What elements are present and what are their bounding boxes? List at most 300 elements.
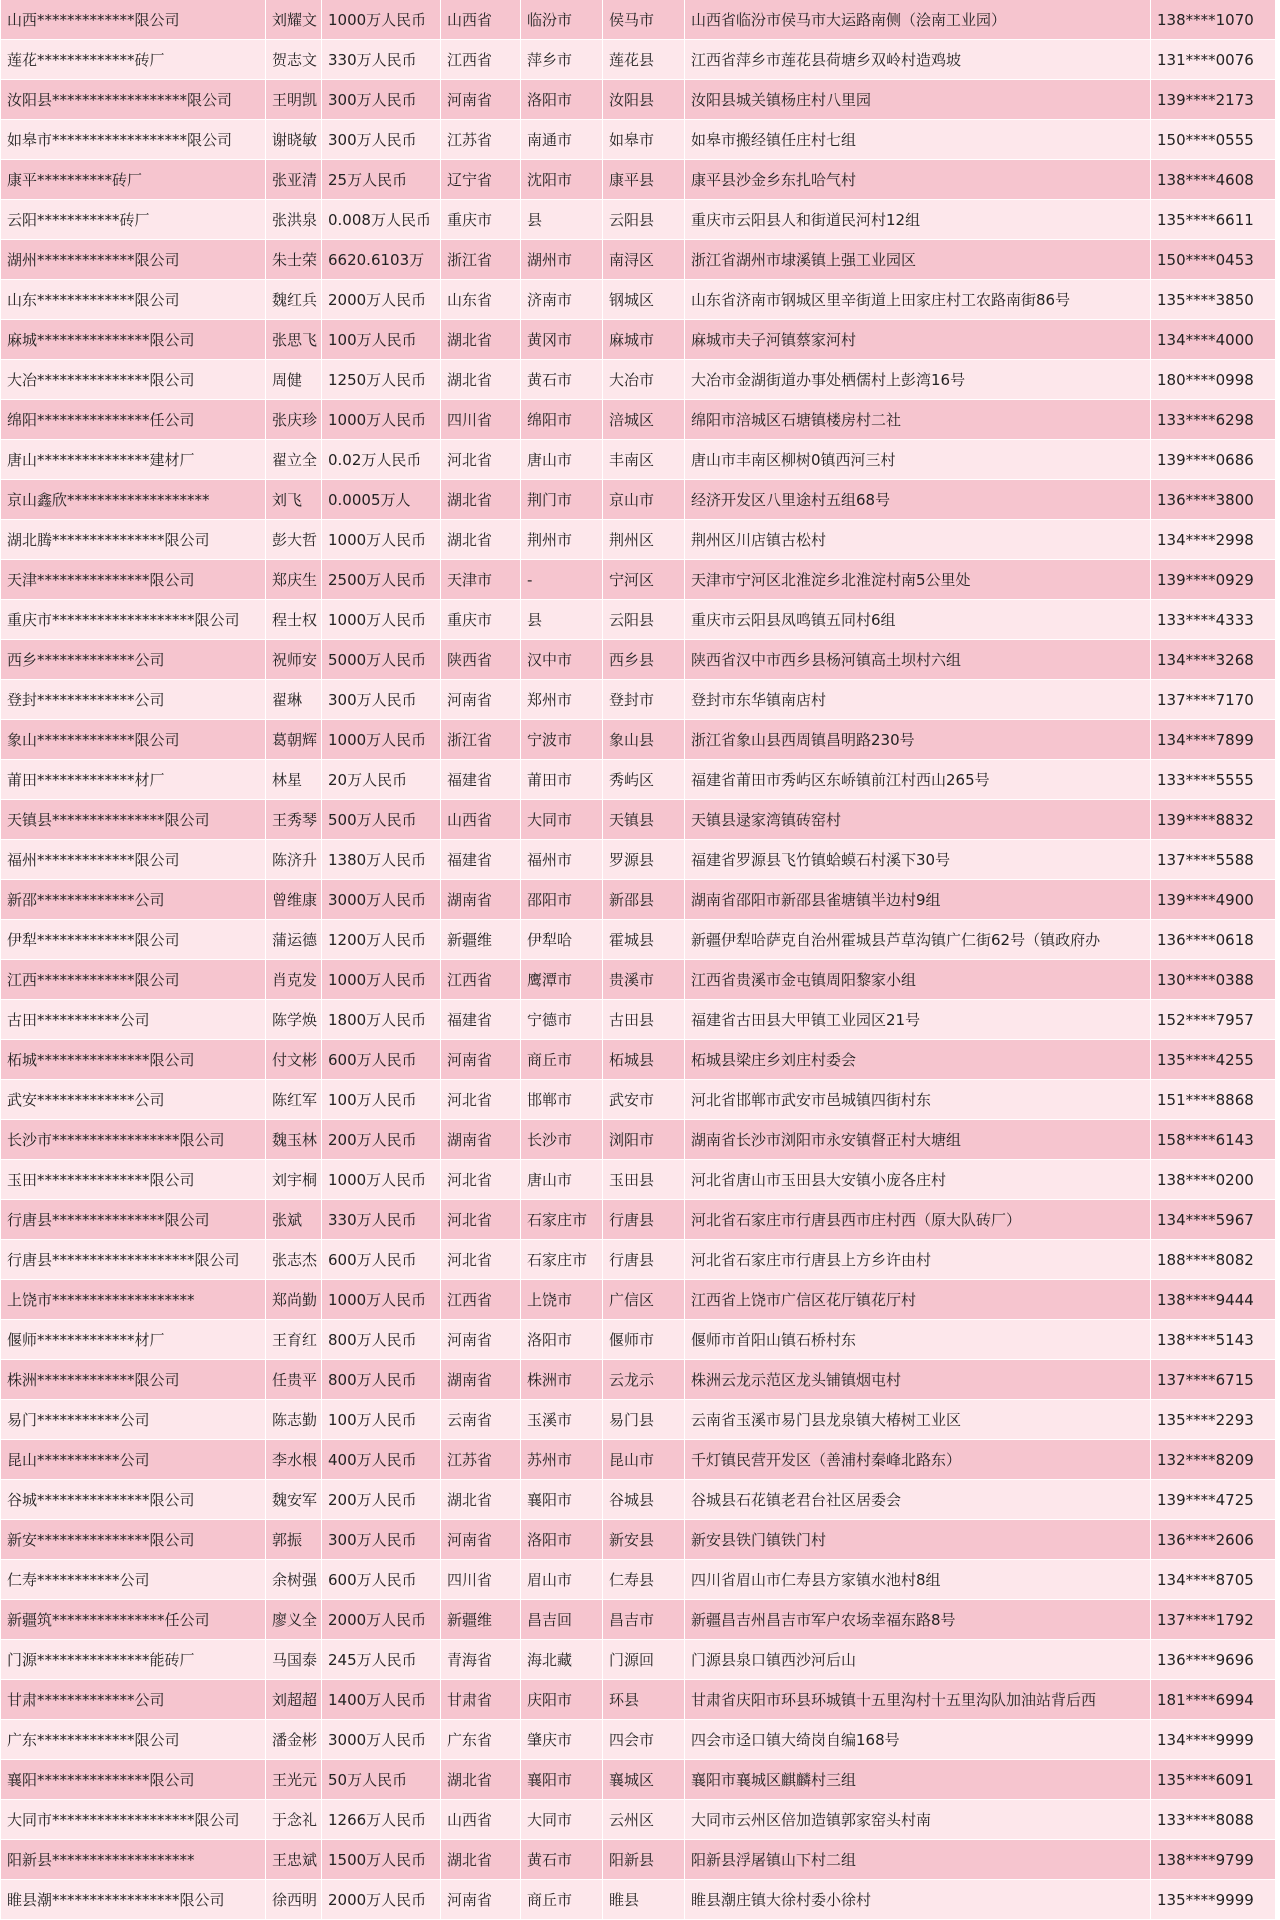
district-cell: 昌吉市 [603,1600,685,1640]
city-cell: 莆田市 [521,760,603,800]
district-cell: 谷城县 [603,1480,685,1520]
company-name-cell: 新邵*************公司 [1,880,266,920]
table-row [1,1680,1276,1720]
city-cell: 海北藏 [521,1640,603,1680]
address-cell: 门源县泉口镇西沙河后山 [685,1640,1151,1680]
address-cell: 唐山市丰南区柳树0镇西河三村 [685,440,1151,480]
table-row [1,640,1276,680]
company-name-cell: 福州*************限公司 [1,840,266,880]
district-cell: 昆山市 [603,1440,685,1480]
province-cell: 河北省 [441,1240,521,1280]
phone-cell: 158****6143 [1151,1120,1276,1160]
address-cell: 河北省石家庄市行唐县西市庄村西（原大队砖厂） [685,1200,1151,1240]
province-cell: 浙江省 [441,240,521,280]
city-cell: 县 [521,600,603,640]
registered-capital-cell: 6620.6103万 [322,240,441,280]
registered-capital-cell: 500万人民币 [322,800,441,840]
district-cell: 行唐县 [603,1240,685,1280]
legal-rep-cell: 程士权 [266,600,322,640]
registered-capital-cell: 1000万人民币 [322,520,441,560]
registered-capital-cell: 0.008万人民币 [322,200,441,240]
registered-capital-cell: 330万人民币 [322,40,441,80]
table-row [1,360,1276,400]
table-row [1,1120,1276,1160]
phone-cell: 139****4900 [1151,880,1276,920]
company-name-cell: 行唐县***************限公司 [1,1200,266,1240]
legal-rep-cell: 王光元 [266,1760,322,1800]
district-cell: 襄城区 [603,1760,685,1800]
district-cell: 钢城区 [603,280,685,320]
legal-rep-cell: 林星 [266,760,322,800]
address-cell: 新疆昌吉州昌吉市军户农场幸福东路8号 [685,1600,1151,1640]
district-cell: 登封市 [603,680,685,720]
city-cell: 济南市 [521,280,603,320]
phone-cell: 134****5967 [1151,1200,1276,1240]
registered-capital-cell: 800万人民币 [322,1360,441,1400]
registered-capital-cell: 0.02万人民币 [322,440,441,480]
city-cell: 福州市 [521,840,603,880]
table-row [1,440,1276,480]
legal-rep-cell: 王秀琴 [266,800,322,840]
registered-capital-cell: 1250万人民币 [322,360,441,400]
registered-capital-cell: 1000万人民币 [322,960,441,1000]
registered-capital-cell: 1000万人民币 [322,0,441,40]
legal-rep-cell: 魏玉林 [266,1120,322,1160]
legal-rep-cell: 徐西明 [266,1880,322,1920]
registered-capital-cell: 2000万人民币 [322,280,441,320]
province-cell: 河北省 [441,1160,521,1200]
district-cell: 罗源县 [603,840,685,880]
table-row [1,1040,1276,1080]
registered-capital-cell: 600万人民币 [322,1240,441,1280]
legal-rep-cell: 任贵平 [266,1360,322,1400]
address-cell: 大同市云州区倍加造镇郭家窑头村南 [685,1800,1151,1840]
registered-capital-cell: 3000万人民币 [322,1720,441,1760]
legal-rep-cell: 王忠斌 [266,1840,322,1880]
district-cell: 象山县 [603,720,685,760]
legal-rep-cell: 余树强 [266,1560,322,1600]
province-cell: 山西省 [441,1800,521,1840]
city-cell: 临汾市 [521,0,603,40]
registered-capital-cell: 1200万人民币 [322,920,441,960]
province-cell: 湖北省 [441,520,521,560]
table-row [1,840,1276,880]
table-row [1,240,1276,280]
table-row [1,1000,1276,1040]
company-name-cell: 莆田*************材厂 [1,760,266,800]
table-row [1,1280,1276,1320]
district-cell: 如皋市 [603,120,685,160]
address-cell: 如皋市搬经镇任庄村七组 [685,120,1151,160]
city-cell: 石家庄市 [521,1240,603,1280]
province-cell: 江苏省 [441,120,521,160]
province-cell: 福建省 [441,760,521,800]
company-name-cell: 汝阳县******************限公司 [1,80,266,120]
district-cell: 睢县 [603,1880,685,1920]
district-cell: 西乡县 [603,640,685,680]
company-name-cell: 象山*************限公司 [1,720,266,760]
company-name-cell: 大同市*******************限公司 [1,1800,266,1840]
table-row [1,1160,1276,1200]
phone-cell: 132****8209 [1151,1440,1276,1480]
province-cell: 河南省 [441,1040,521,1080]
registered-capital-cell: 1380万人民币 [322,840,441,880]
province-cell: 四川省 [441,400,521,440]
phone-cell: 139****4725 [1151,1480,1276,1520]
legal-rep-cell: 廖义全 [266,1600,322,1640]
registered-capital-cell: 600万人民币 [322,1560,441,1600]
city-cell: 汉中市 [521,640,603,680]
registered-capital-cell: 1800万人民币 [322,1000,441,1040]
legal-rep-cell: 朱士荣 [266,240,322,280]
phone-cell: 181****6994 [1151,1680,1276,1720]
company-name-cell: 株洲*************限公司 [1,1360,266,1400]
address-cell: 甘肃省庆阳市环县环城镇十五里沟村十五里沟队加油站背后西 [685,1680,1151,1720]
phone-cell: 137****5588 [1151,840,1276,880]
registered-capital-cell: 0.0005万人 [322,480,441,520]
district-cell: 云龙示 [603,1360,685,1400]
legal-rep-cell: 陈学焕 [266,1000,322,1040]
address-cell: 河北省石家庄市行唐县上方乡许由村 [685,1240,1151,1280]
district-cell: 南浔区 [603,240,685,280]
table-row [1,320,1276,360]
company-name-cell: 康平**********砖厂 [1,160,266,200]
legal-rep-cell: 潘金彬 [266,1720,322,1760]
company-name-cell: 江西*************限公司 [1,960,266,1000]
registered-capital-cell: 300万人民币 [322,80,441,120]
province-cell: 辽宁省 [441,160,521,200]
registered-capital-cell: 1000万人民币 [322,600,441,640]
province-cell: 湖北省 [441,1480,521,1520]
registered-capital-cell: 1000万人民币 [322,720,441,760]
company-name-cell: 昆山***********公司 [1,1440,266,1480]
district-cell: 环县 [603,1680,685,1720]
registered-capital-cell: 245万人民币 [322,1640,441,1680]
company-name-cell: 登封*************公司 [1,680,266,720]
province-cell: 江西省 [441,960,521,1000]
province-cell: 重庆市 [441,600,521,640]
district-cell: 广信区 [603,1280,685,1320]
table-row [1,1240,1276,1280]
registered-capital-cell: 2500万人民币 [322,560,441,600]
table-row [1,1080,1276,1120]
district-cell: 偃师市 [603,1320,685,1360]
registered-capital-cell: 1000万人民币 [322,1280,441,1320]
registered-capital-cell: 2000万人民币 [322,1880,441,1920]
company-name-cell: 仁寿***********公司 [1,1560,266,1600]
address-cell: 汝阳县城关镇杨庄村八里园 [685,80,1151,120]
legal-rep-cell: 付文彬 [266,1040,322,1080]
address-cell: 新疆伊犁哈萨克自治州霍城县芦草沟镇广仁街62号（镇政府办 [685,920,1151,960]
company-name-cell: 阳新县******************* [1,1840,266,1880]
phone-cell: 138****4608 [1151,160,1276,200]
phone-cell: 134****7899 [1151,720,1276,760]
registered-capital-cell: 300万人民币 [322,680,441,720]
registered-capital-cell: 1266万人民币 [322,1800,441,1840]
registered-capital-cell: 20万人民币 [322,760,441,800]
province-cell: 湖北省 [441,1760,521,1800]
city-cell: - [521,560,603,600]
table-row [1,560,1276,600]
phone-cell: 138****0200 [1151,1160,1276,1200]
phone-cell: 137****6715 [1151,1360,1276,1400]
company-name-cell: 谷城***************限公司 [1,1480,266,1520]
province-cell: 江苏省 [441,1440,521,1480]
phone-cell: 139****2173 [1151,80,1276,120]
registered-capital-cell: 100万人民币 [322,1400,441,1440]
company-name-cell: 莲花*************砖厂 [1,40,266,80]
phone-cell: 135****4255 [1151,1040,1276,1080]
city-cell: 商丘市 [521,1040,603,1080]
district-cell: 浏阳市 [603,1120,685,1160]
phone-cell: 135****6611 [1151,200,1276,240]
city-cell: 荆门市 [521,480,603,520]
address-cell: 柘城县梁庄乡刘庄村委会 [685,1040,1151,1080]
registered-capital-cell: 50万人民币 [322,1760,441,1800]
legal-rep-cell: 翟琳 [266,680,322,720]
registered-capital-cell: 5000万人民币 [322,640,441,680]
province-cell: 湖南省 [441,1120,521,1160]
registered-capital-cell: 400万人民币 [322,1440,441,1480]
phone-cell: 136****9696 [1151,1640,1276,1680]
phone-cell: 135****9999 [1151,1880,1276,1920]
district-cell: 康平县 [603,160,685,200]
legal-rep-cell: 李水根 [266,1440,322,1480]
province-cell: 青海省 [441,1640,521,1680]
province-cell: 湖北省 [441,320,521,360]
table-row [1,1800,1276,1840]
city-cell: 洛阳市 [521,1520,603,1560]
company-name-cell: 易门***********公司 [1,1400,266,1440]
address-cell: 浙江省象山县西周镇昌明路230号 [685,720,1151,760]
city-cell: 肇庆市 [521,1720,603,1760]
province-cell: 河南省 [441,1520,521,1560]
city-cell: 石家庄市 [521,1200,603,1240]
legal-rep-cell: 翟立全 [266,440,322,480]
legal-rep-cell: 贺志文 [266,40,322,80]
company-name-cell: 绵阳***************任公司 [1,400,266,440]
phone-cell: 138****9799 [1151,1840,1276,1880]
table-row [1,160,1276,200]
table-row [1,1360,1276,1400]
address-cell: 重庆市云阳县凤鸣镇五同村6组 [685,600,1151,640]
province-cell: 江西省 [441,40,521,80]
city-cell: 上饶市 [521,1280,603,1320]
district-cell: 贵溪市 [603,960,685,1000]
registered-capital-cell: 1400万人民币 [322,1680,441,1720]
province-cell: 新疆维 [441,920,521,960]
district-cell: 天镇县 [603,800,685,840]
company-name-cell: 云阳***********砖厂 [1,200,266,240]
registered-capital-cell: 300万人民币 [322,120,441,160]
phone-cell: 133****6298 [1151,400,1276,440]
legal-rep-cell: 陈志勤 [266,1400,322,1440]
table-row [1,480,1276,520]
legal-rep-cell: 刘超超 [266,1680,322,1720]
district-cell: 柘城县 [603,1040,685,1080]
address-cell: 阳新县浮屠镇山下村二组 [685,1840,1151,1880]
phone-cell: 130****0388 [1151,960,1276,1000]
district-cell: 阳新县 [603,1840,685,1880]
legal-rep-cell: 王明凯 [266,80,322,120]
city-cell: 黄石市 [521,360,603,400]
legal-rep-cell: 蒲运德 [266,920,322,960]
province-cell: 江西省 [441,1280,521,1320]
city-cell: 伊犁哈 [521,920,603,960]
city-cell: 荆州市 [521,520,603,560]
table-row [1,600,1276,640]
district-cell: 莲花县 [603,40,685,80]
address-cell: 陕西省汉中市西乡县杨河镇高土坝村六组 [685,640,1151,680]
district-cell: 新邵县 [603,880,685,920]
registered-capital-cell: 600万人民币 [322,1040,441,1080]
city-cell: 黄冈市 [521,320,603,360]
table-row [1,0,1276,40]
company-name-cell: 新安***************限公司 [1,1520,266,1560]
table-row [1,1440,1276,1480]
city-cell: 洛阳市 [521,1320,603,1360]
city-cell: 大同市 [521,1800,603,1840]
table-row [1,1880,1276,1920]
city-cell: 唐山市 [521,1160,603,1200]
address-cell: 天津市宁河区北淮淀乡北淮淀村南5公里处 [685,560,1151,600]
table-row [1,960,1276,1000]
province-cell: 浙江省 [441,720,521,760]
company-name-cell: 门源***************能砖厂 [1,1640,266,1680]
company-name-cell: 长沙市*****************限公司 [1,1120,266,1160]
province-cell: 河北省 [441,1200,521,1240]
address-cell: 湖南省邵阳市新邵县雀塘镇半边村9组 [685,880,1151,920]
city-cell: 商丘市 [521,1880,603,1920]
address-cell: 河北省唐山市玉田县大安镇小庞各庄村 [685,1160,1151,1200]
city-cell: 宁德市 [521,1000,603,1040]
district-cell: 京山市 [603,480,685,520]
company-name-cell: 新疆筑***************任公司 [1,1600,266,1640]
table-row [1,720,1276,760]
address-cell: 襄阳市襄城区麒麟村三组 [685,1760,1151,1800]
registered-capital-cell: 2000万人民币 [322,1600,441,1640]
province-cell: 重庆市 [441,200,521,240]
address-cell: 康平县沙金乡东扎哈气村 [685,160,1151,200]
address-cell: 山东省济南市钢城区里辛街道上田家庄村工农路南街86号 [685,280,1151,320]
phone-cell: 134****2998 [1151,520,1276,560]
legal-rep-cell: 刘宇桐 [266,1160,322,1200]
phone-cell: 137****1792 [1151,1600,1276,1640]
registered-capital-cell: 3000万人民币 [322,880,441,920]
address-cell: 谷城县石花镇老君台社区居委会 [685,1480,1151,1520]
district-cell: 行唐县 [603,1200,685,1240]
phone-cell: 188****8082 [1151,1240,1276,1280]
address-cell: 睢县潮庄镇大徐村委小徐村 [685,1880,1151,1920]
city-cell: 邵阳市 [521,880,603,920]
address-cell: 大冶市金湖街道办事处栖儒村上彭湾16号 [685,360,1151,400]
province-cell: 湖南省 [441,1360,521,1400]
company-name-cell: 上饶市******************* [1,1280,266,1320]
city-cell: 玉溪市 [521,1400,603,1440]
district-cell: 麻城市 [603,320,685,360]
company-name-cell: 甘肃*************公司 [1,1680,266,1720]
legal-rep-cell: 马国泰 [266,1640,322,1680]
phone-cell: 136****2606 [1151,1520,1276,1560]
city-cell: 洛阳市 [521,80,603,120]
table-row [1,400,1276,440]
province-cell: 甘肃省 [441,1680,521,1720]
address-cell: 云南省玉溪市易门县龙泉镇大椿树工业区 [685,1400,1151,1440]
city-cell: 郑州市 [521,680,603,720]
district-cell: 云阳县 [603,200,685,240]
legal-rep-cell: 刘耀文 [266,0,322,40]
registered-capital-cell: 300万人民币 [322,1520,441,1560]
company-name-cell: 行唐县*******************限公司 [1,1240,266,1280]
registered-capital-cell: 200万人民币 [322,1120,441,1160]
registered-capital-cell: 200万人民币 [322,1480,441,1520]
legal-rep-cell: 魏红兵 [266,280,322,320]
district-cell: 易门县 [603,1400,685,1440]
company-name-cell: 柘城***************限公司 [1,1040,266,1080]
legal-rep-cell: 郑庆生 [266,560,322,600]
address-cell: 福建省古田县大甲镇工业园区21号 [685,1000,1151,1040]
district-cell: 荆州区 [603,520,685,560]
phone-cell: 150****0555 [1151,120,1276,160]
company-name-cell: 襄阳***************限公司 [1,1760,266,1800]
province-cell: 湖北省 [441,480,521,520]
address-cell: 荆州区川店镇古松村 [685,520,1151,560]
company-name-cell: 麻城***************限公司 [1,320,266,360]
city-cell: 鹰潭市 [521,960,603,1000]
registered-capital-cell: 800万人民币 [322,1320,441,1360]
phone-cell: 150****0453 [1151,240,1276,280]
table-row [1,1200,1276,1240]
city-cell: 沈阳市 [521,160,603,200]
legal-rep-cell: 张思飞 [266,320,322,360]
phone-cell: 135****6091 [1151,1760,1276,1800]
phone-cell: 131****0076 [1151,40,1276,80]
province-cell: 新疆维 [441,1600,521,1640]
table-row [1,880,1276,920]
district-cell: 秀屿区 [603,760,685,800]
city-cell: 昌吉回 [521,1600,603,1640]
table-row [1,1520,1276,1560]
address-cell: 江西省萍乡市莲花县荷塘乡双岭村造鸡坡 [685,40,1151,80]
address-cell: 新安县铁门镇铁门村 [685,1520,1151,1560]
table-row [1,80,1276,120]
city-cell: 苏州市 [521,1440,603,1480]
address-cell: 重庆市云阳县人和街道民河村12组 [685,200,1151,240]
table-row [1,1480,1276,1520]
legal-rep-cell: 张志杰 [266,1240,322,1280]
province-cell: 河北省 [441,1080,521,1120]
city-cell: 眉山市 [521,1560,603,1600]
province-cell: 河南省 [441,1880,521,1920]
address-cell: 江西省上饶市广信区花厅镇花厅村 [685,1280,1151,1320]
table-row [1,1320,1276,1360]
city-cell: 株洲市 [521,1360,603,1400]
district-cell: 侯马市 [603,0,685,40]
company-name-cell: 伊犁*************限公司 [1,920,266,960]
province-cell: 湖南省 [441,880,521,920]
city-cell: 湖州市 [521,240,603,280]
legal-rep-cell: 张亚清 [266,160,322,200]
legal-rep-cell: 魏安军 [266,1480,322,1520]
address-cell: 登封市东华镇南店村 [685,680,1151,720]
address-cell: 河北省邯郸市武安市邑城镇四街村东 [685,1080,1151,1120]
phone-cell: 139****0686 [1151,440,1276,480]
legal-rep-cell: 周健 [266,360,322,400]
table-row [1,1560,1276,1600]
address-cell: 四川省眉山市仁寿县方家镇水池村8组 [685,1560,1151,1600]
address-cell: 株洲云龙示范区龙头铺镇烟屯村 [685,1360,1151,1400]
table-row [1,1400,1276,1440]
